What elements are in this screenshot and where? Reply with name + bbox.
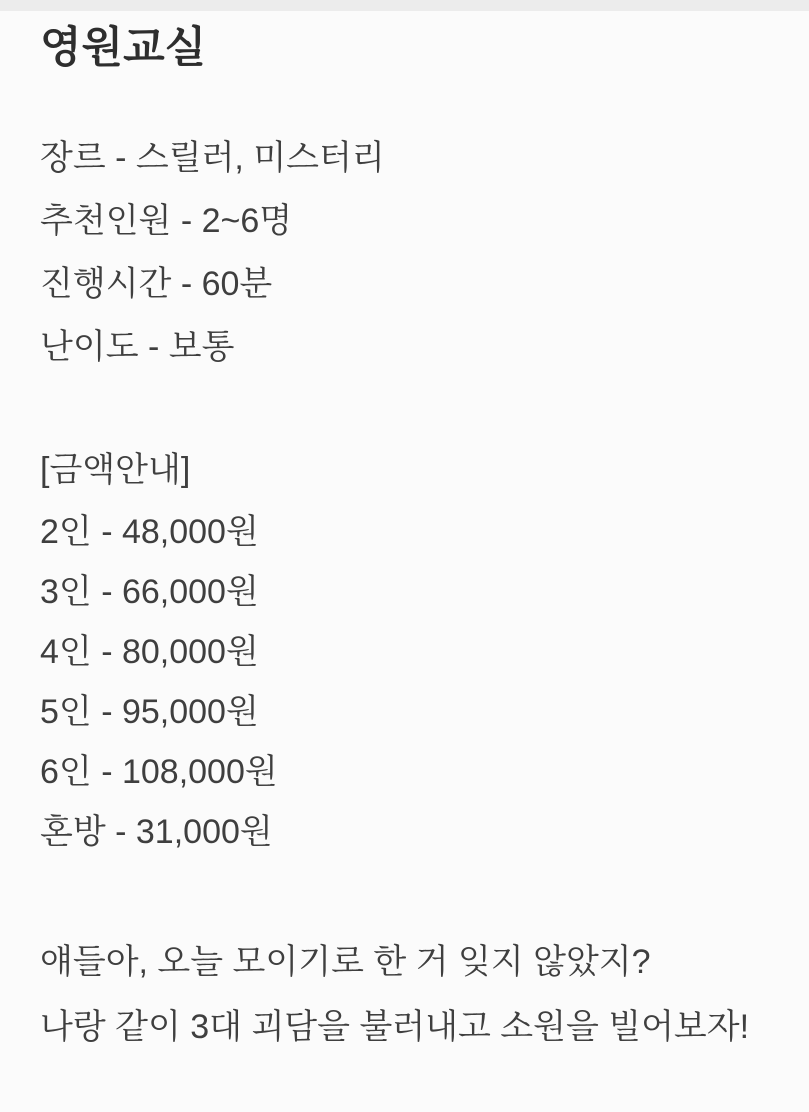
spec-recommended-people: 추천인원 - 2~6명 xyxy=(40,201,293,240)
story-line-2: 나랑 같이 3대 괴담을 불러내고 소원을 빌어보자! xyxy=(40,1007,750,1046)
document-body xyxy=(0,11,809,1060)
page-title: 영원교실 xyxy=(40,24,207,72)
spec-difficulty: 난이도 - 보통 xyxy=(40,327,235,366)
pricing-item-3: 3인 - 66,000원 xyxy=(40,572,259,611)
spec-duration: 진행시간 - 60분 xyxy=(40,264,273,303)
pricing-header: [금액안내] xyxy=(40,450,191,489)
pricing-item-6: 6인 - 108,000원 xyxy=(40,752,278,791)
spec-list xyxy=(40,127,771,379)
top-divider-bar xyxy=(0,0,809,11)
pricing-section xyxy=(40,439,771,862)
pricing-item-5: 5인 - 95,000원 xyxy=(40,692,259,731)
spec-genre: 장르 - 스릴러, 미스터리 xyxy=(40,138,385,177)
pricing-item-2: 2인 - 48,000원 xyxy=(40,512,259,551)
story-section xyxy=(40,930,771,1060)
pricing-item-4: 4인 - 80,000원 xyxy=(40,632,259,671)
pricing-item-mixed: 혼방 - 31,000원 xyxy=(40,812,273,851)
story-line-1: 얘들아, 오늘 모이기로 한 거 잊지 않았지? xyxy=(40,942,651,981)
